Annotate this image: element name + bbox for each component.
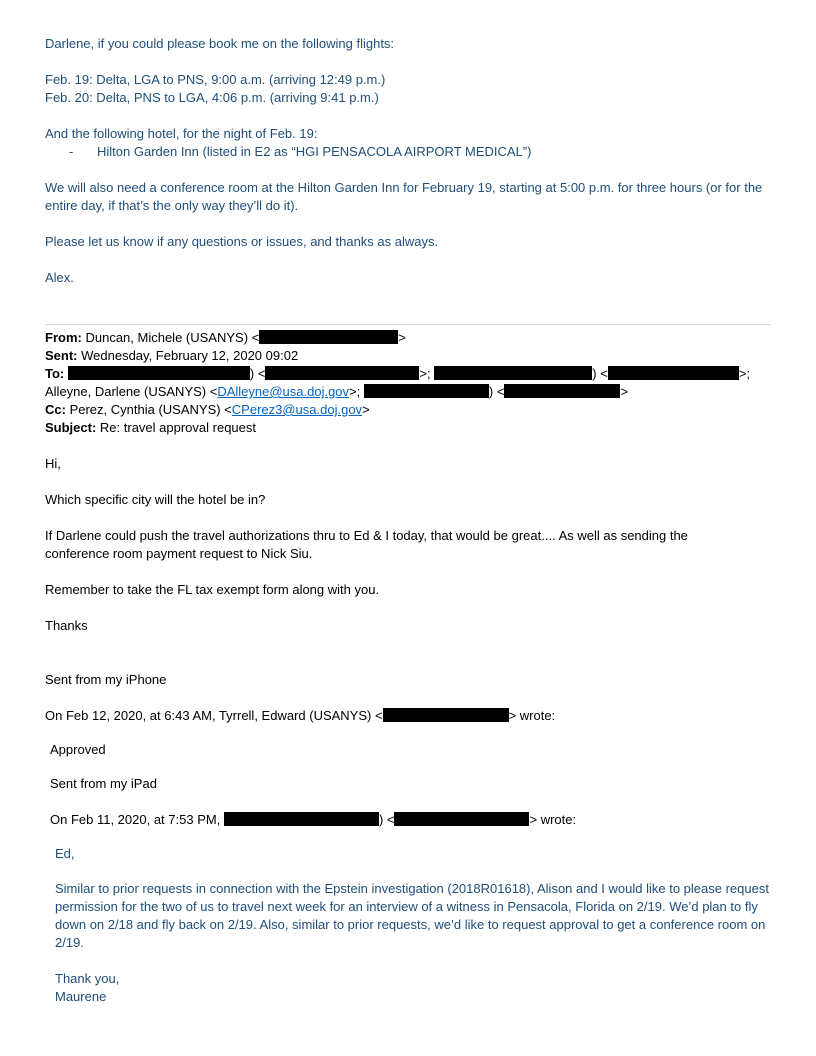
- quote1-header-suffix: > wrote:: [508, 708, 556, 723]
- to-line-2: [45, 383, 628, 401]
- quote2-header: [50, 811, 576, 829]
- body-paragraph: If Darlene could push the travel authorizations thru to Ed & I today, that would be great.... As well as sending the conference room payment request to Nick Siu.: [45, 528, 688, 561]
- body-sent-from: Sent from my iPhone: [45, 672, 167, 687]
- from-name: Duncan, Michele (USANYS) <: [85, 330, 260, 345]
- to-line2-name: Alleyne, Darlene (USANYS) <: [45, 384, 218, 399]
- from-line: [45, 329, 406, 347]
- body-question: Which specific city will the hotel be in?: [45, 492, 266, 507]
- hotel-bullet: -: [69, 144, 74, 159]
- sent-line: [45, 347, 298, 365]
- redaction-block: [394, 812, 529, 826]
- quote2-header-mid: ) <: [378, 812, 395, 827]
- header-divider: [45, 324, 771, 325]
- body-closing: Thanks: [45, 618, 88, 633]
- to-sep-4: >;: [738, 366, 751, 381]
- redaction-block: [265, 366, 419, 380]
- to-sep-3: ) <: [592, 366, 608, 381]
- quote2-paragraph: Similar to prior requests in connection with the Epstein investigation (2018R01618), Alison and I would like to please request permission for the two of us to travel next week for an interview of a witness in Pensacola, Florida on 2/19. We’d plan to fly down on 2/18 and fly back on 2/19. Also, similar to prior requests, we’d like to request approval to get a conference room on 2/19.: [55, 881, 769, 950]
- quote2-header-prefix: On Feb 11, 2020, at 7:53 PM,: [50, 812, 221, 827]
- to-label: To:: [45, 366, 65, 381]
- quote1-header-prefix: On Feb 12, 2020, at 6:43 AM, Tyrrell, Edward (USANYS) <: [45, 708, 383, 723]
- redaction-block: [383, 708, 509, 722]
- quote2-closing: Thank you,: [55, 971, 120, 986]
- cynthia-email-link[interactable]: CPerez3@usa.doj.gov: [231, 402, 363, 417]
- to-sep-2: >;: [419, 366, 431, 381]
- to-line2-sep2: ) <: [488, 384, 505, 399]
- sent-label: Sent:: [45, 348, 78, 363]
- redaction-block: [608, 366, 739, 380]
- quote1-header: [45, 707, 555, 725]
- cc-label: Cc:: [45, 402, 66, 417]
- redaction-block: [364, 384, 489, 398]
- from-close: >: [398, 330, 406, 345]
- redaction-block: [224, 812, 379, 826]
- subject-line: [45, 419, 256, 437]
- quote2-header-suffix: > wrote:: [529, 812, 577, 827]
- reply-request-line: Darlene, if you could please book me on the following flights:: [45, 36, 395, 51]
- quote1-text: Approved: [50, 742, 106, 757]
- flight-1: Feb. 19: Delta, LGA to PNS, 9:00 a.m. (arriving 12:49 p.m.): [45, 72, 386, 87]
- cc-name: Perez, Cynthia (USANYS) <: [69, 402, 232, 417]
- reply-signature: Alex.: [45, 270, 74, 285]
- reply-thanks-line: Please let us know if any questions or issues, and thanks as always.: [45, 234, 439, 249]
- darlene-email-link[interactable]: DAlleyne@usa.doj.gov: [217, 384, 350, 399]
- redaction-block: [434, 366, 592, 380]
- from-label: From:: [45, 330, 82, 345]
- to-line2-close: >: [620, 384, 629, 399]
- to-line2-sep: >;: [349, 384, 361, 399]
- cc-line: [45, 401, 370, 419]
- redaction-block: [504, 384, 620, 398]
- cc-close: >: [362, 402, 370, 417]
- quote2-signature: Maurene: [55, 989, 107, 1004]
- redaction-block: [259, 330, 398, 344]
- body-greeting: Hi,: [45, 456, 61, 471]
- redaction-block: [68, 366, 250, 380]
- quote2-greeting: Ed,: [55, 846, 75, 861]
- quote1-sent-from: Sent from my iPad: [50, 776, 157, 791]
- to-line: [45, 365, 750, 383]
- sent-value: Wednesday, February 12, 2020 09:02: [81, 348, 299, 363]
- hotel-intro: And the following hotel, for the night of Feb. 19:: [45, 126, 318, 141]
- conference-line: We will also need a conference room at the Hilton Garden Inn for February 19, starting at 5:00 p.m. for three hours (or for the entire day, if that’s the only way they’ll do it).: [45, 180, 763, 213]
- to-sep-1: ) <: [249, 366, 266, 381]
- hotel-item: Hilton Garden Inn (listed in E2 as “HGI PENSACOLA AIRPORT MEDICAL”): [97, 144, 532, 159]
- body-reminder: Remember to take the FL tax exempt form along with you.: [45, 582, 380, 597]
- subject-value: Re: travel approval request: [99, 420, 257, 435]
- flight-2: Feb. 20: Delta, PNS to LGA, 4:06 p.m. (arriving 9:41 p.m.): [45, 90, 379, 105]
- subject-label: Subject:: [45, 420, 97, 435]
